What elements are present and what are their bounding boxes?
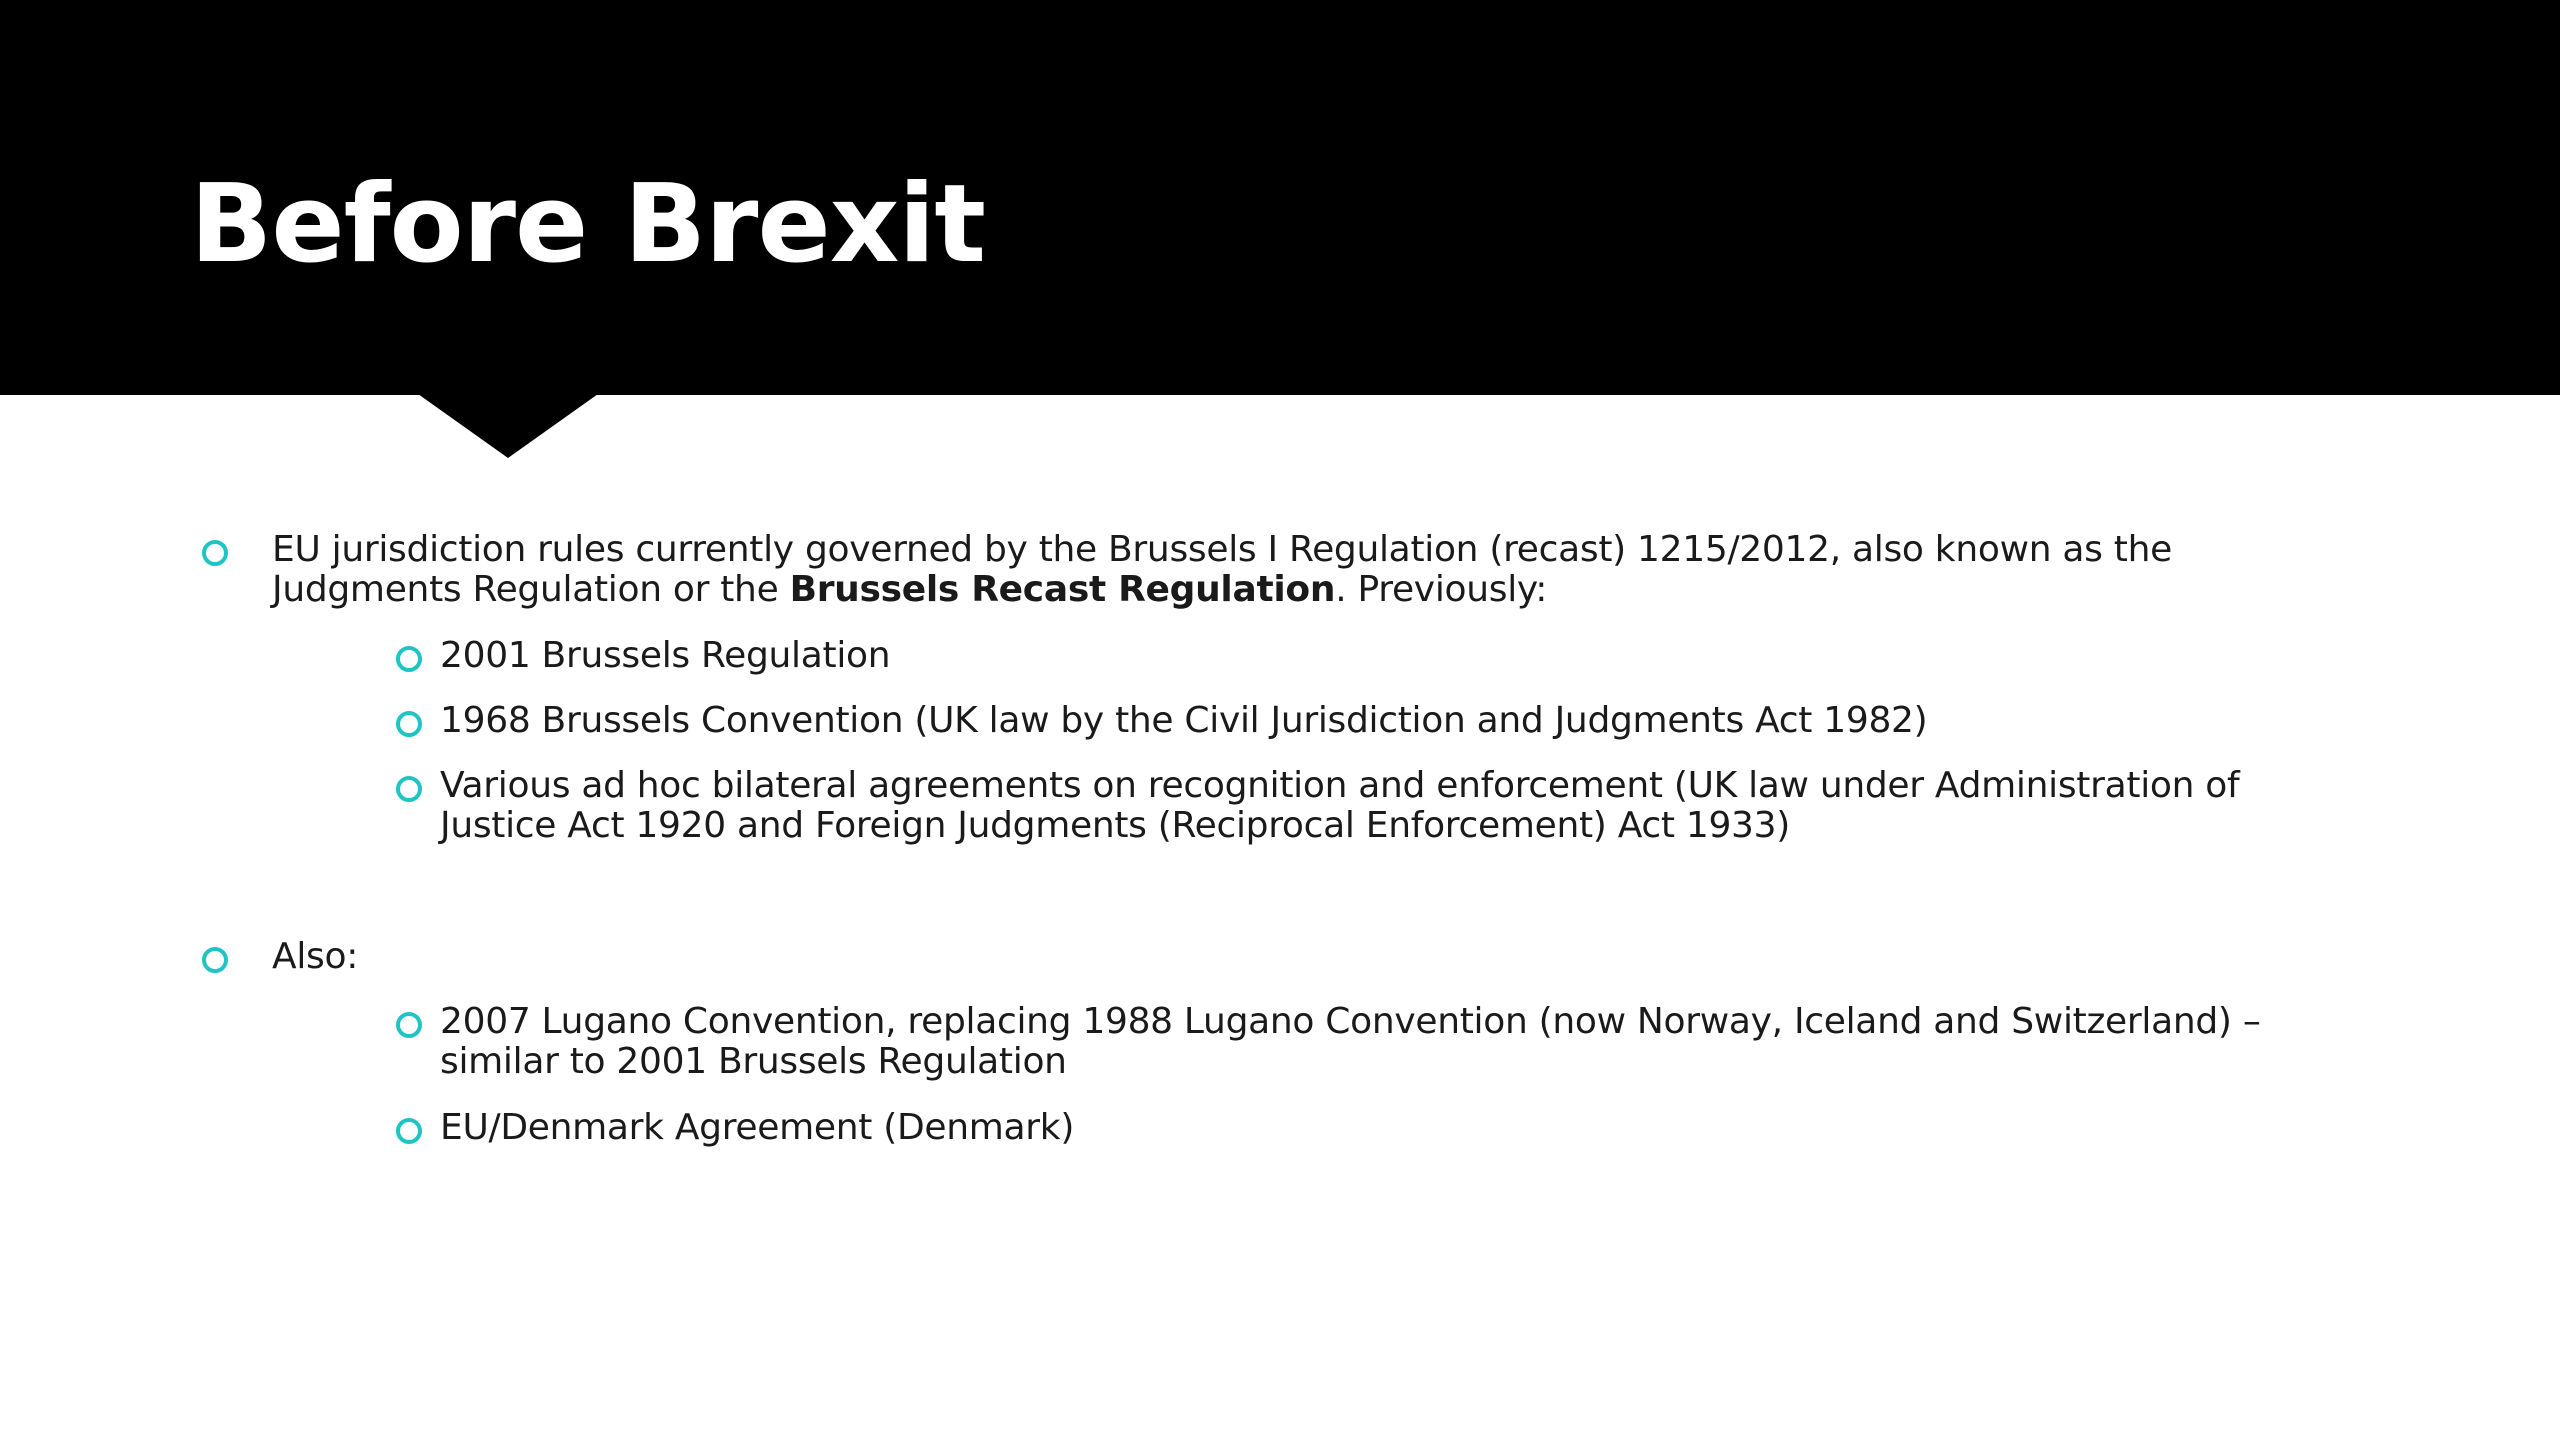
slide-title: Before Brexit — [190, 162, 985, 287]
circle-bullet-icon — [396, 1012, 422, 1038]
bullet-text-regular: . Previously: — [1335, 569, 1548, 610]
sub-bullet-item — [440, 636, 2340, 676]
sub-bullet-text: Various ad hoc bilateral agreements on recognition and enforcement (UK law under Administration of Justice Act 1920 and Foreign Judgments (Reciprocal Enforcement) Act 1933) — [440, 765, 2240, 846]
circle-bullet-icon — [396, 776, 422, 802]
circle-bullet-icon — [396, 711, 422, 737]
bullet-text: Also: — [272, 936, 359, 977]
sub-bullet-item — [440, 1108, 2340, 1148]
sub-bullet-item — [440, 701, 2340, 741]
circle-bullet-icon — [396, 646, 422, 672]
bullet-item — [272, 530, 2362, 610]
circle-bullet-icon — [202, 540, 228, 566]
sub-bullet-text: EU/Denmark Agreement (Denmark) — [440, 1107, 1075, 1148]
sub-bullet-text: 2001 Brussels Regulation — [440, 635, 891, 676]
sub-bullet-item — [440, 1002, 2340, 1082]
bullet-text — [272, 530, 2362, 610]
sub-bullet-text: 1968 Brussels Convention (UK law by the Civil Jurisdiction and Judgments Act 1982) — [440, 700, 1928, 741]
circle-bullet-icon — [202, 947, 228, 973]
bullet-text-regular: EU jurisdiction rules currently governed by the Brussels I Regulation (recast) 1215/2012, also known as the Judgments Regulation or the — [272, 529, 2172, 610]
circle-bullet-icon — [396, 1118, 422, 1144]
sub-bullet-item — [440, 766, 2340, 846]
bullet-text-bold: Brussels Recast Regulation — [789, 569, 1336, 610]
bullet-item — [272, 937, 2362, 977]
sub-bullet-text: 2007 Lugano Convention, replacing 1988 Lugano Convention (now Norway, Iceland and Switzerland) – similar to 2001 Brussels Regulation — [440, 1001, 2261, 1082]
